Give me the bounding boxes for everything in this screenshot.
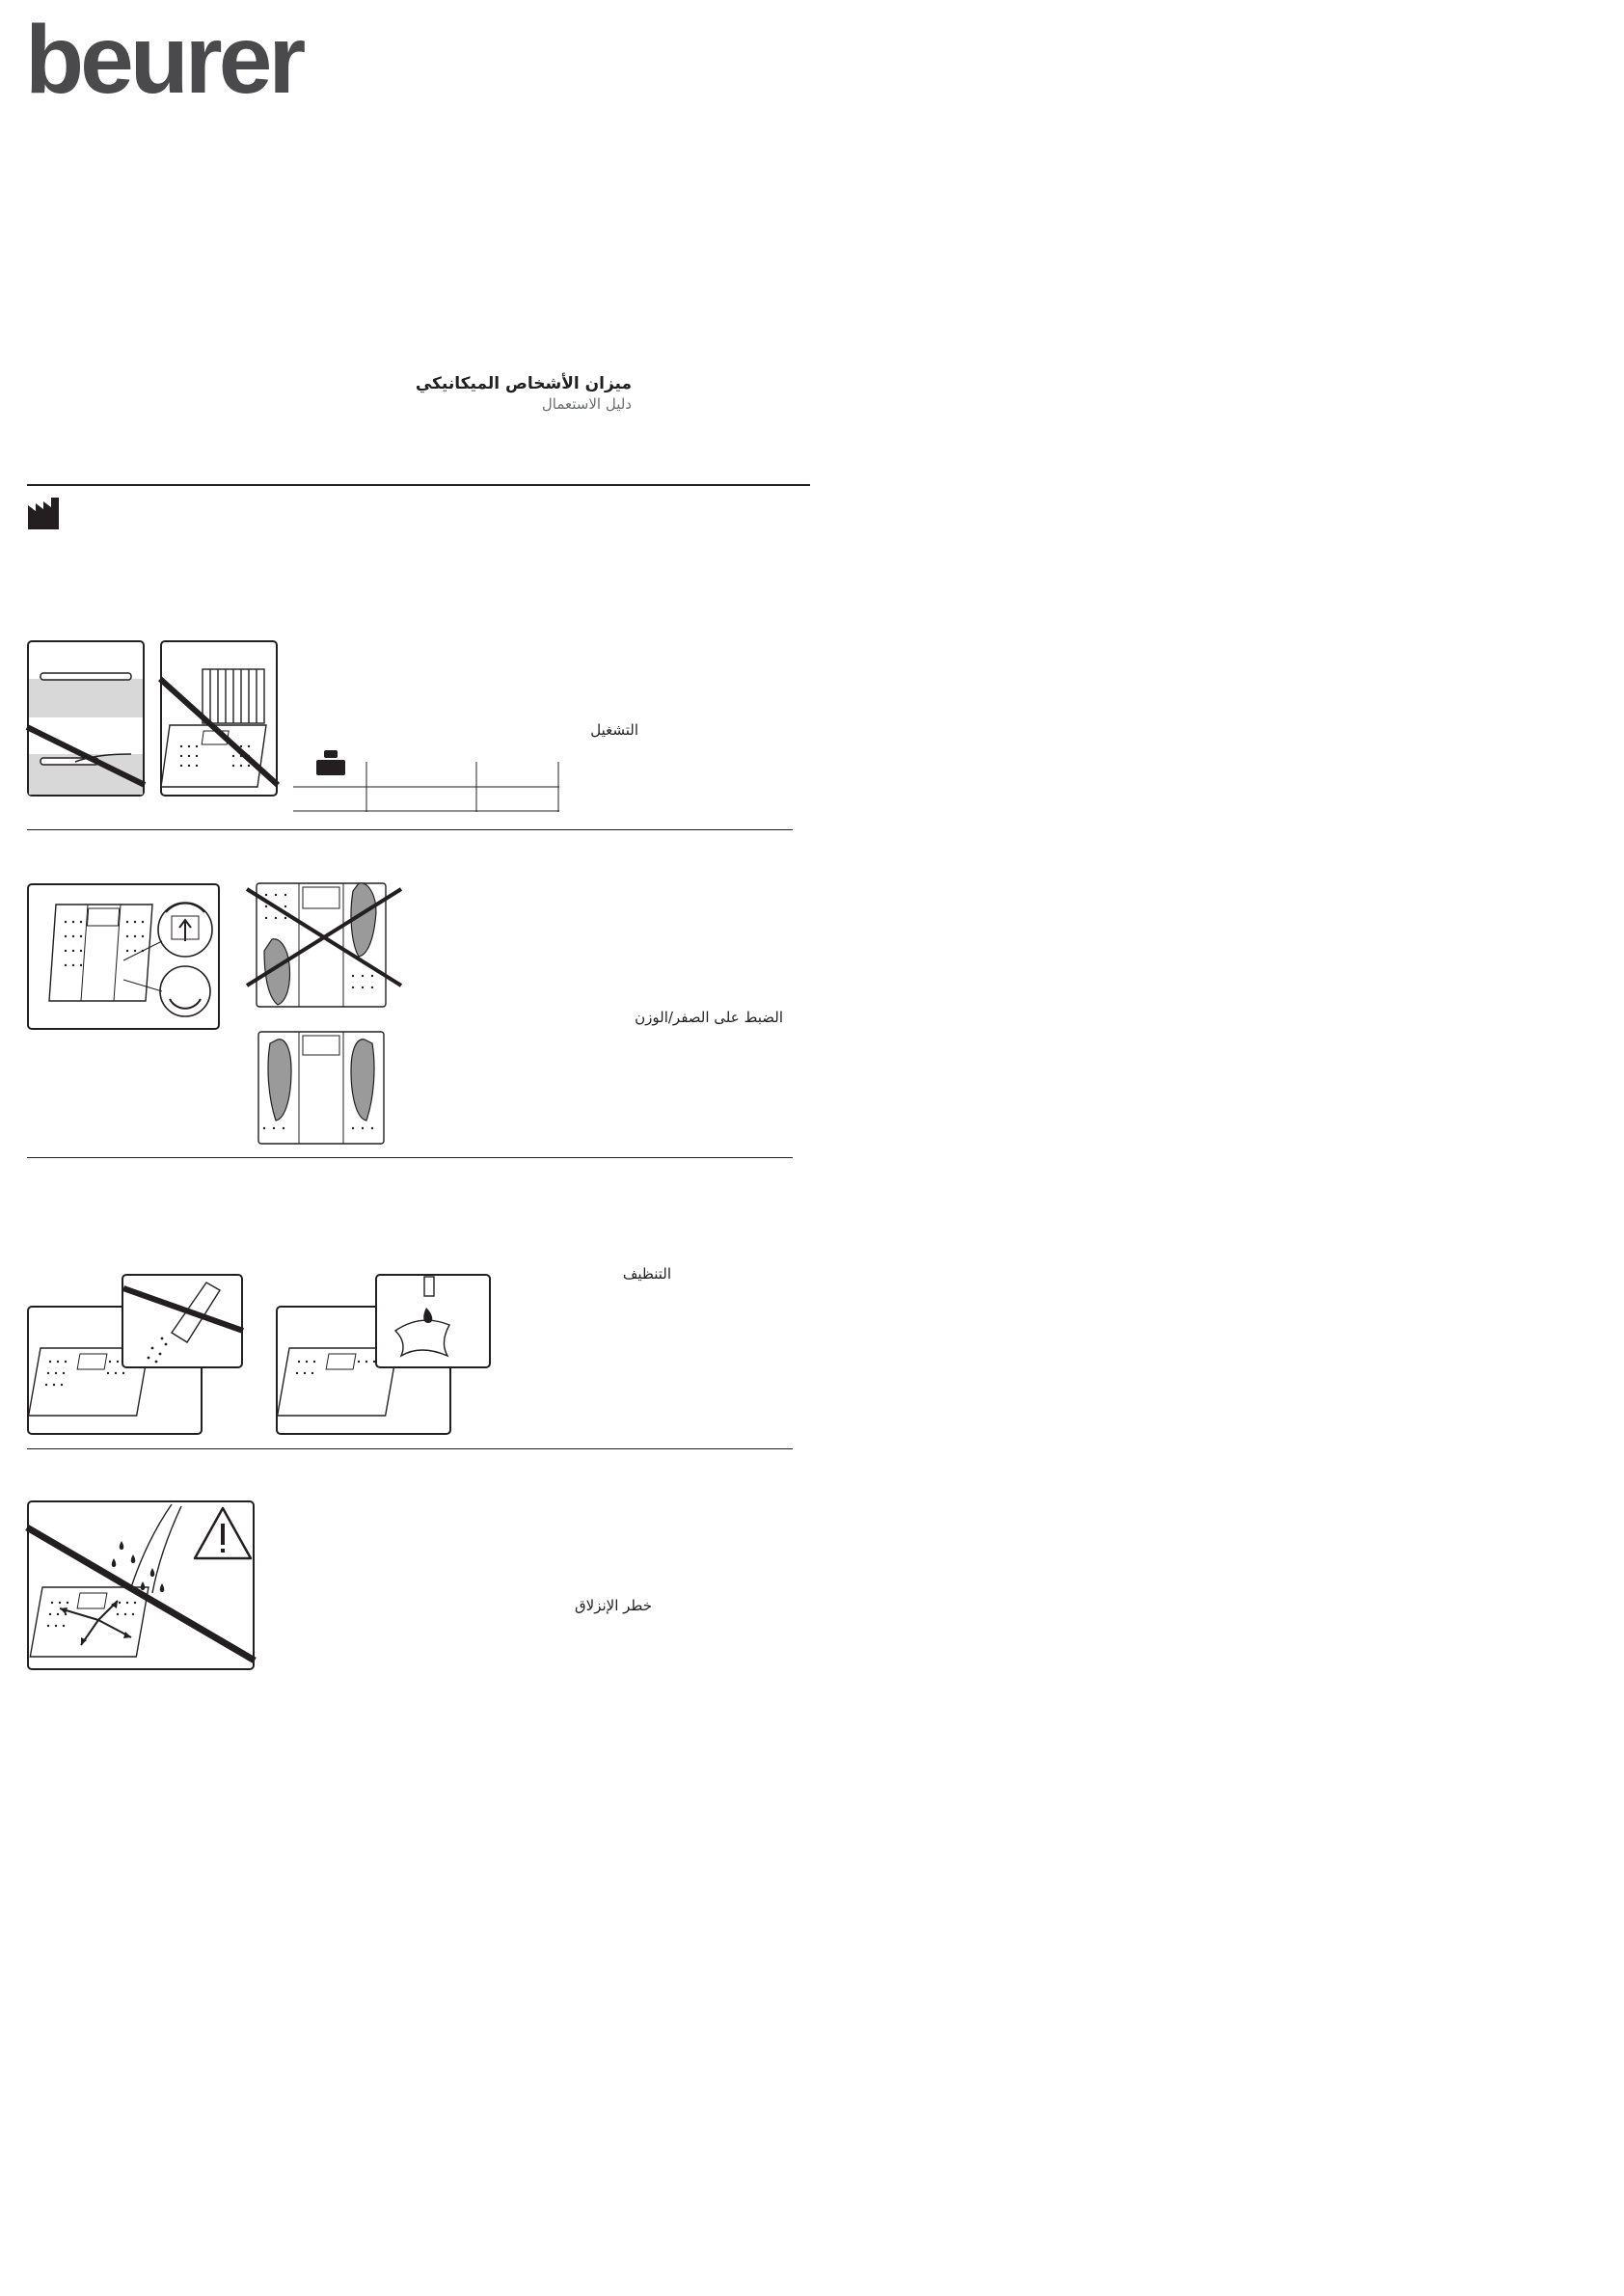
section-label-cleaning: التنظيف [622,1265,671,1283]
cleaning-damp-cloth-illustration [276,1275,492,1435]
feet-correct-position-illustration [257,1028,388,1148]
section-divider [27,1157,793,1158]
header-divider [27,484,810,486]
manufacturer-icon [27,498,62,530]
operation-surface-illustration [27,640,145,797]
warning-triangle-icon [193,1506,253,1560]
brand-logo: beurer [25,6,303,114]
section-divider [27,1448,793,1449]
section-label-zero-weigh: الضبط على الصفر/الوزن [635,1009,783,1026]
section-divider [27,829,793,830]
operation-heater-illustration [160,640,278,797]
weight-icon [314,748,347,781]
cleaning-no-abrasive-illustration [27,1275,243,1435]
document-title: ميزان الأشخاص الميكانيكي [415,374,632,393]
section-label-operation: التشغيل [590,721,638,739]
zero-adjust-illustration [27,883,220,1030]
section-label-slip-hazard: خطر الإنزلاق [575,1597,652,1614]
feet-wrong-position-illustration [247,879,401,1014]
document-subtitle: دليل الاستعمال [541,395,632,413]
